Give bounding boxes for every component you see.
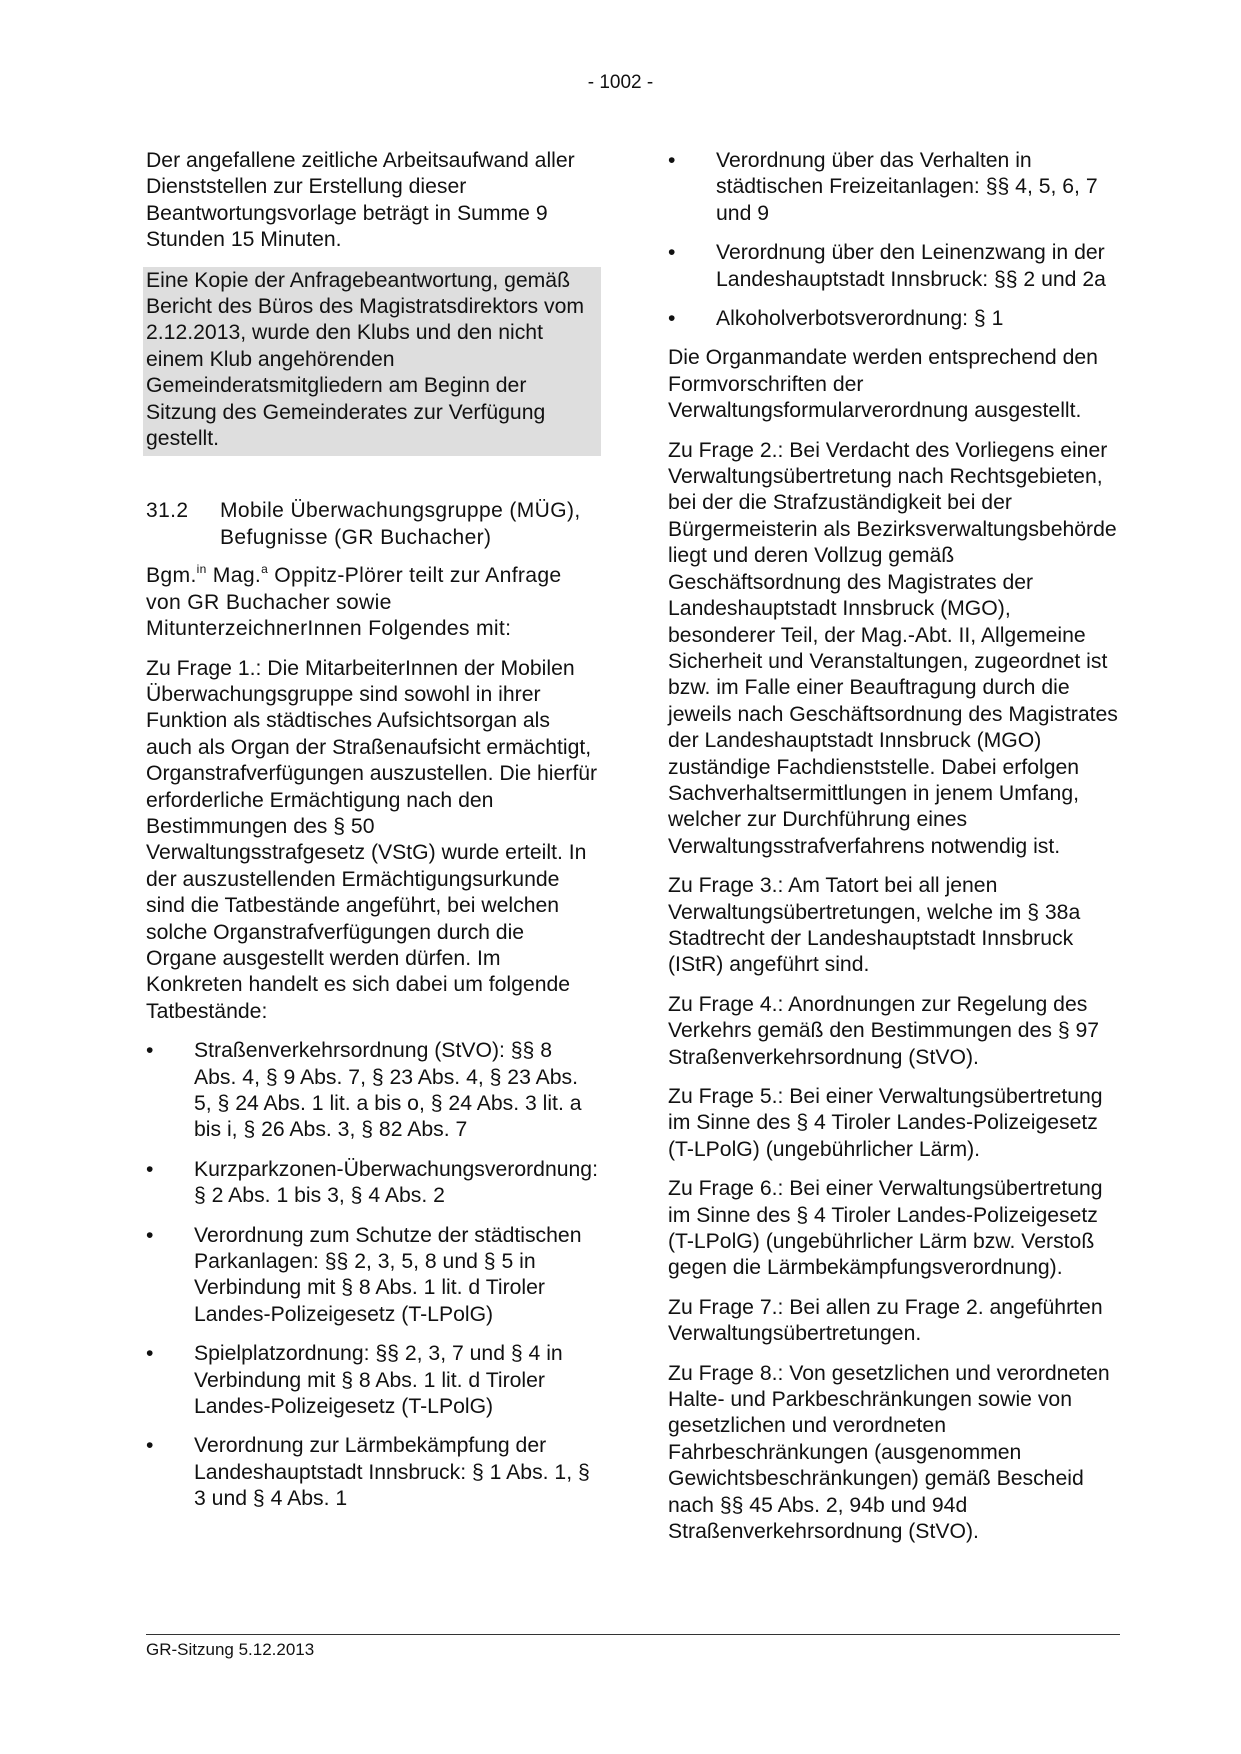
tatbestand-list bbox=[146, 1038, 598, 1513]
intro-paragraph bbox=[146, 563, 598, 642]
intro-bgm-sup: in bbox=[196, 562, 207, 577]
list-item: • Alkoholverbotsverordnung: § 1 bbox=[668, 306, 1120, 332]
frage8-paragraph: Zu Frage 8.: Von gesetzlichen und verordneten Halte- und Parkbeschränkungen sowie von gesetzlichen und verordneten Fahrbeschränkungen (ausgenommen Gewichtsbeschränkungen) gemäß Bescheid nach §§ 45 Abs. 2, 94b und 94d Straßenverkehrsordnung (StVO). bbox=[668, 1361, 1110, 1544]
section-number: 31.2 bbox=[146, 499, 189, 523]
frage5-paragraph: Zu Frage 5.: Bei einer Verwaltungsübertretung im Sinne des § 4 Tiroler Landes-Polizeigesetz (T-LPolG) (ungebührlicher Lärm). bbox=[668, 1085, 1103, 1161]
footer-text: GR-Sitzung 5.12.2013 bbox=[146, 1640, 315, 1659]
frage7-paragraph: Zu Frage 7.: Bei allen zu Frage 2. angeführten Verwaltungsübertretungen. bbox=[668, 1295, 1103, 1346]
intro-text: Oppitz-Plörer teilt zur Anfrage von GR Buchacher sowie MitunterzeichnerInnen Folgendes mit: bbox=[146, 564, 562, 641]
organmandate-paragraph: Die Organmandate werden entsprechend den Formvorschriften der Verwaltungsformularverordnung ausgestellt. bbox=[668, 346, 1098, 423]
effort-paragraph: Der angefallene zeitliche Arbeitsaufwand aller Dienststellen zur Erstellung dieser Beantwortungsvorlage beträgt in Summe 9 Stunden 15 Minuten. bbox=[146, 149, 575, 252]
intro-bgm: Bgm. bbox=[146, 564, 197, 588]
page-number: - 1002 - bbox=[587, 72, 654, 93]
verordnung-list bbox=[668, 148, 1120, 332]
intro-mag: Mag. bbox=[212, 564, 262, 588]
right-column bbox=[668, 148, 1120, 1559]
copy-notice-paragraph: Eine Kopie der Anfragebeantwortung, gemäß Bericht des Büros des Magistratsdirektors vom 2.12.2013, wurde den Klubs und den nicht einem Klub angehörenden Gemeinderatsmitgliedern am Beginn der Sitzung des Gemeinderates zur Verfügung gestellt. bbox=[143, 267, 601, 457]
list-item: • Spielplatzordnung: §§ 2, 3, 7 und § 4 in Verbindung mit § 8 Abs. 1 lit. d Tiroler Landes-Polizeigesetz (T-LPolG) bbox=[146, 1341, 598, 1420]
list-item: • Verordnung zur Lärmbekämpfung der Landeshauptstadt Innsbruck: § 1 Abs. 1, § 3 und § 4 Abs. 1 bbox=[146, 1433, 598, 1512]
list-item: • Straßenverkehrsordnung (StVO): §§ 8 Abs. 4, § 9 Abs. 7, § 23 Abs. 4, § 23 Abs. 5, § 24 Abs. 1 lit. a bis o, § 24 Abs. 3 lit. a bis i, § 26 Abs. 3, § 82 Abs. 7 bbox=[146, 1038, 598, 1144]
section-heading bbox=[146, 498, 598, 551]
frage3-paragraph: Zu Frage 3.: Am Tatort bei all jenen Verwaltungsübertretungen, welche im § 38a Stadtrecht der Landeshauptstadt Innsbruck (IStR) angeführt sind. bbox=[668, 874, 1081, 977]
intro-mag-sup: a bbox=[261, 562, 269, 577]
footer-rule bbox=[146, 1634, 1120, 1635]
list-item: • Verordnung zum Schutze der städtischen Parkanlagen: §§ 2, 3, 5, 8 und § 5 in Verbindung mit § 8 Abs. 1 lit. d Tiroler Landes-Polizeigesetz (T-LPolG) bbox=[146, 1223, 598, 1329]
list-item: • Verordnung über den Leinenzwang in der Landeshauptstadt Innsbruck: §§ 2 und 2a bbox=[668, 240, 1120, 293]
left-column bbox=[146, 148, 598, 1526]
frage6-paragraph: Zu Frage 6.: Bei einer Verwaltungsübertretung im Sinne des § 4 Tiroler Landes-Polizeigesetz (T-LPolG) (ungebührlicher Lärm bzw. Verstoß gegen die Lärmbekämpfungsverordnung). bbox=[668, 1177, 1103, 1280]
list-item: • Verordnung über das Verhalten in städtischen Freizeitanlagen: §§ 4, 5, 6, 7 und 9 bbox=[668, 148, 1120, 227]
frage4-paragraph: Zu Frage 4.: Anordnungen zur Regelung des Verkehrs gemäß den Bestimmungen des § 97 Straßenverkehrsordnung (StVO). bbox=[668, 992, 1100, 1069]
frage2-paragraph: Zu Frage 2.: Bei Verdacht des Vorliegens einer Verwaltungsübertretung nach Rechtsgebieten, bei der die Strafzuständigkeit bei der Bürgermeisterin als Bezirksverwaltungsbehörde liegt und deren Vollzug gemäß Geschäftsordnung des Magistrates der Landeshauptstadt Innsbruck (MGO), besonderer Teil, der Mag.-Abt. II, Allgemeine Sicherheit und Veranstaltungen, zugeordnet ist bzw. im Falle einer Beauftragung durch die jeweils nach Geschäftsordnung des Magistrates der Landeshauptstadt Innsbruck (MGO) zuständige Fachdienststelle. Dabei erfolgen Sachverhaltsermittlungen in jenem Umfang, welcher zur Durchführung eines Verwaltungsstrafverfahrens notwendig ist. bbox=[668, 438, 1118, 858]
frage1-paragraph: Zu Frage 1.: Die MitarbeiterInnen der Mobilen Überwachungsgruppe sind sowohl in ihrer Funktion als städtisches Aufsichtsorgan als auch als Organ der Straßenaufsicht ermächtigt, Organstrafverfügungen auszustellen. Die hierfür erforderliche Ermächtigung nach den Bestimmungen des § 50 Verwaltungsstrafgesetz (VStG) wurde erteilt. In der auszustellenden Ermächtigungsurkunde sind die Tatbestände angeführt, bei welchen solche Organstrafverfügungen durch die Organe ausgestellt werden dürfen. Im Konkreten handelt es sich dabei um folgende Tatbestände: bbox=[146, 656, 598, 1023]
section-title: Mobile Überwachungsgruppe (MÜG), Befugnisse (GR Buchacher) bbox=[220, 499, 581, 549]
list-item: • Kurzparkzonen-Überwachungsverordnung: § 2 Abs. 1 bis 3, § 4 Abs. 2 bbox=[146, 1157, 598, 1210]
